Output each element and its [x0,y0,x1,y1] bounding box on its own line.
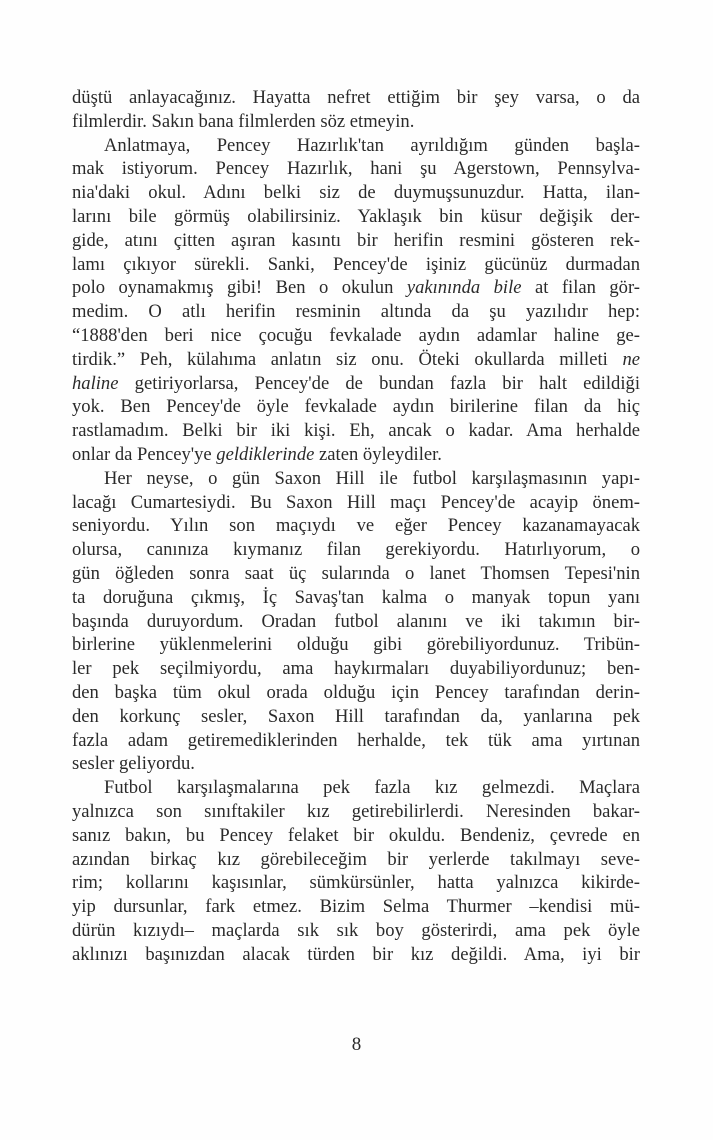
paragraph-first-line [72,776,640,800]
text-segment: seniyordu. Yılın son maçıydı ve eğer Pencey kazanamayacak [72,515,640,537]
text-segment: lacağı Cumartesiydi. Bu Saxon Hill maçı Pencey'de acayip önem- [72,491,640,513]
text-line [72,919,640,943]
text-line [72,729,640,753]
text-segment: getiriyorlarsa, Pencey'de de bundan fazla bir halt edildiği [118,372,640,394]
text-segment: dürün kızıydı– maçlarda sık sık boy gösterirdi, ama pek öyle [72,919,640,941]
text-line [72,229,640,253]
text-segment: onlar da Pencey'ye [72,443,217,465]
text-line [72,443,640,467]
text-line [72,300,640,324]
text-line [72,705,640,729]
text-segment: lamı çıkıyor sürekli. Sanki, Pencey'de işiniz gücünüz durmadan [72,253,640,275]
text-segment: “1888'den beri nice çocuğu fevkalade aydın adamlar haline ge- [72,324,640,346]
text-segment: düştü anlayacağınız. Hayatta nefret ettiğim bir şey varsa, o da [72,87,640,108]
text-line [72,395,640,419]
text-line [72,848,640,872]
text-line [72,657,640,681]
text-line [72,681,640,705]
text-line [72,895,640,919]
text-line [72,538,640,562]
text-segment: sanız bakın, bu Pencey felaket bir okuldu. Bendeniz, çevrede en [72,824,640,846]
body-text [72,86,640,966]
paragraph-first-line [72,134,640,158]
text-segment: olursa, canınıza kıymanız filan gerekiyordu. Hatırlıyorum, o [72,539,640,561]
text-segment: azından birkaç kız görebileceğim bir yerlerde takılmayı seve- [72,848,640,870]
text-line [72,752,640,776]
text-segment: Anlatmaya, Pencey Hazırlık'tan ayrıldığım günden başla- [104,134,640,156]
text-line [72,586,640,610]
italic-text: ne [622,348,640,370]
italic-text: geldiklerinde [216,443,315,465]
text-line [72,491,640,515]
text-segment: ler pek seçilmiyordu, ama haykırmaları duyabiliyordunuz; ben- [72,658,640,680]
text-line [72,324,640,348]
text-segment: sesler geliyordu. [72,753,195,775]
text-segment: aklınızı başınızdan alacak türden bir kız değildi. Ama, iyi bir [72,943,640,965]
text-segment: rim; kollarını kaşısınlar, sümkürsünler, hatta yalnızca kikirde- [72,872,640,894]
text-segment: nia'daki okul. Adını belki siz de duymuşsunuzdur. Hatta, ilan- [72,182,640,204]
text-line [72,633,640,657]
text-line [72,419,640,443]
text-segment: Her neyse, o gün Saxon Hill ile futbol karşılaşmasının yapı- [104,467,640,489]
text-line [72,86,640,110]
text-segment: gün öğleden sonra saat üç sularında o lanet Thomsen Tepesi'nin [72,562,640,584]
text-segment: rastlamadım. Belki bir iki kişi. Eh, ancak o kadar. Ama herhalde [72,420,640,442]
text-segment: larını bile görmüş olabilirsiniz. Yaklaşık bin küsur değişik der- [72,205,640,227]
text-line [72,800,640,824]
text-segment: tirdik.” Peh, külahıma anlatın siz onu. Öteki okullarda milleti [72,348,623,370]
paragraph-first-line [72,467,640,491]
text-segment: mak istiyorum. Pencey Hazırlık, hani şu Agerstown, Pennsylva- [72,158,640,180]
italic-text: yakınında bile [406,277,522,299]
text-line [72,110,640,134]
text-segment: zaten öyleydiler. [314,443,442,465]
text-line [72,181,640,205]
text-segment: fazla adam getiremediklerinden herhalde, tek tük ama yırtınan [72,729,640,751]
text-line [72,253,640,277]
text-segment: başında duruyordum. Oradan futbol alanını ve iki takımın bir- [72,610,640,632]
text-line [72,610,640,634]
text-line [72,348,640,372]
text-line [72,205,640,229]
text-line [72,871,640,895]
page-number: 8 [351,1034,362,1055]
text-segment: birlerine yüklenmelerini olduğu gibi görebiliyordunuz. Tribün- [72,634,640,656]
text-line [72,943,640,967]
text-line [72,372,640,396]
text-segment: Futbol karşılaşmalarına pek fazla kız gelmezdi. Maçlara [104,777,640,799]
text-segment: den korkunç sesler, Saxon Hill tarafından da, yanlarına pek [72,705,640,727]
text-line [72,514,640,538]
text-segment: polo oynamakmış gibi! Ben o okulun [72,277,407,299]
text-segment: medim. O atlı herifin resminin altında da şu yazılıdır hep: [72,301,640,323]
text-segment: at filan gör- [521,277,640,299]
text-line [72,276,640,300]
text-segment: gide, atını çitten aşıran kasıntı bir herifin resmini gösteren rek- [72,229,640,251]
text-line [72,157,640,181]
italic-text: haline [72,372,119,394]
text-segment: den başka tüm okul orada olduğu için Pencey tarafından derin- [72,681,640,703]
text-segment: ta doruğuna çıkmış, İç Savaş'tan kalma o manyak topun yanı [72,586,640,608]
text-line [72,562,640,586]
text-segment: yok. Ben Pencey'de öyle fevkalade aydın birilerine filan da hiç [72,396,640,418]
text-segment: yip dursunlar, fark etmez. Bizim Selma Thurmer –kendisi mü- [72,896,640,918]
text-segment: filmlerdir. Sakın bana filmlerden söz etmeyin. [72,110,415,132]
text-segment: yalnızca son sınıftakiler kız getirebilirlerdi. Neresinden bakar- [72,800,640,822]
text-line [72,824,640,848]
